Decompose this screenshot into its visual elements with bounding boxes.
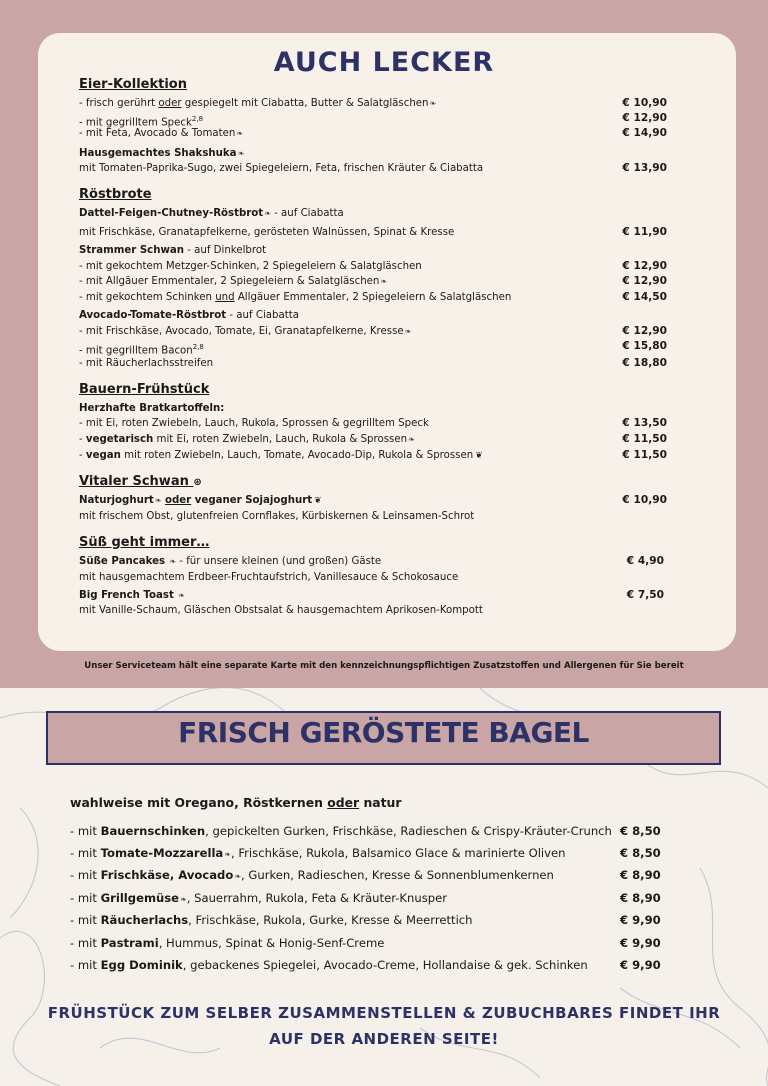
vegetarian-leaf-icon: ❧: [178, 591, 185, 600]
section-heading-eier: Eier-Kollektion: [79, 77, 187, 92]
menu-line: - mit Allgäuer Emmentaler, 2 Spiegeleiern & Salatgläschen❧: [79, 276, 388, 287]
bagel-item: - mit Räucherlachs, Frischkäse, Rukola, Gurke, Kresse & Meerrettich: [70, 913, 473, 927]
section-heading-vitaler-schwan: Vitaler Schwan ⊛: [79, 474, 202, 489]
gluten-free-icon: ⊛: [193, 477, 202, 488]
menu-line: - frisch gerührt oder gespiegelt mit Ciabatta, Butter & Salatgläschen❧: [79, 98, 437, 109]
price: € 4,90: [626, 555, 664, 567]
menu-line: - mit Frischkäse, Avocado, Tomate, Ei, Granatapfelkerne, Kresse❧: [79, 326, 412, 337]
dish-description: mit Frischkäse, Granatapfelkerne, gerösteten Walnüssen, Spinat & Kresse: [79, 227, 455, 238]
bagel-item: - mit Grillgemüse❧, Sauerrahm, Rukola, Feta & Kräuter-Knusper: [70, 891, 448, 905]
price: € 12,90: [622, 275, 667, 287]
dish-title: Naturjoghurt❧ oder veganer Sojajoghurt ❦: [79, 495, 322, 506]
price: € 15,80: [622, 340, 667, 352]
section-heading-roestbrote: Röstbrote: [79, 187, 152, 202]
section-title-bagel: FRISCH GERÖSTETE BAGEL: [178, 716, 589, 749]
price: € 10,90: [622, 494, 667, 506]
price: € 9,90: [620, 913, 661, 927]
price: € 7,50: [626, 589, 664, 601]
dish-description: mit Vanille-Schaum, Gläschen Obstsalat & hausgemachtem Aprikosen-Kompott: [79, 605, 483, 616]
footer-line-1: FRÜHSTÜCK ZUM SELBER ZUSAMMENSTELLEN & ZUBUCHBARES FINDET IHR: [47, 1004, 721, 1022]
bagel-item: - mit Tomate-Mozzarella❧, Frischkäse, Rukola, Balsamico Glace & marinierte Oliven: [70, 846, 566, 860]
bagel-item: - mit Bauernschinken, gepickelten Gurken, Frischkäse, Radieschen & Crispy-Kräuter-Crunch: [70, 824, 612, 838]
vegan-leaf-icon: ❦: [314, 496, 322, 506]
price: € 8,90: [620, 868, 661, 882]
footer-line-2: AUF DER ANDEREN SEITE!: [269, 1030, 499, 1048]
menu-line: - mit gekochtem Metzger-Schinken, 2 Spiegeleiern & Salatgläschen: [79, 261, 422, 272]
price: € 13,50: [622, 417, 667, 429]
menu-line: - mit gegrilltem Speck$^{2,8}$: [79, 115, 204, 129]
bagel-item: - mit Pastrami, Hummus, Spinat & Honig-Senf-Creme: [70, 936, 385, 950]
page-title-auch-lecker: AUCH LECKER: [273, 47, 495, 78]
price: € 14,50: [622, 291, 667, 303]
price: € 12,90: [622, 112, 667, 124]
dish-description: mit frischem Obst, glutenfreien Cornflakes, Kürbiskernen & Leinsamen-Schrot: [79, 511, 475, 522]
menu-line: - mit Ei, roten Zwiebeln, Lauch, Rukola, Sprossen & gegrilltem Speck: [79, 418, 429, 429]
price: € 12,90: [622, 260, 667, 272]
price: € 14,90: [622, 127, 667, 139]
dish-title: Süße Pancakes ❧ - für unsere kleinen (und großen) Gäste: [79, 556, 382, 567]
bagel-subheading: wahlweise mit Oregano, Röstkernen oder natur: [70, 795, 402, 810]
dish-title: Dattel-Feigen-Chutney-Röstbrot❧ - auf Ciabatta: [79, 208, 344, 219]
bagel-item: - mit Egg Dominik, gebackenes Spiegelei, Avocado-Creme, Hollandaise & gek. Schinken: [70, 958, 588, 972]
vegetarian-leaf-icon: ❧: [429, 99, 437, 108]
dish-title: Strammer Schwan - auf Dinkelbrot: [79, 245, 267, 256]
price: € 10,90: [622, 97, 667, 109]
menu-line: - mit Räucherlachsstreifen: [79, 358, 214, 369]
vegetarian-leaf-icon: ❧: [236, 129, 244, 138]
price: € 11,90: [622, 226, 667, 238]
footer-note: [0, 1000, 768, 1052]
section-heading-suess: Süß geht immer…: [79, 535, 210, 550]
price: € 8,50: [620, 846, 661, 860]
vegetarian-leaf-icon: ❧: [169, 557, 177, 566]
price: € 8,50: [620, 824, 661, 838]
vegetarian-leaf-icon: ❧: [224, 850, 231, 859]
dish-description: mit Tomaten-Paprika-Sugo, zwei Spiegeleiern, Feta, frischen Kräuter & Ciabatta: [79, 163, 484, 174]
vegetarian-leaf-icon: ❧: [180, 895, 187, 904]
vegetarian-leaf-icon: ❧: [404, 327, 412, 336]
dish-description: mit hausgemachtem Erdbeer-Fruchtaufstrich, Vanillesauce & Schokosauce: [79, 572, 459, 583]
menu-line: - mit gekochtem Schinken und Allgäuer Emmentaler, 2 Spiegeleiern & Salatgläschen: [79, 292, 512, 303]
vegetarian-leaf-icon: ❧: [237, 149, 245, 158]
menu-line: - mit Feta, Avocado & Tomaten❧: [79, 128, 244, 139]
vegetarian-leaf-icon: ❧: [408, 435, 415, 444]
dish-title: Hausgemachtes Shakshuka❧: [79, 148, 245, 159]
vegetarian-leaf-icon: ❧: [264, 209, 271, 218]
section-heading-bauern: Bauern-Frühstück: [79, 382, 210, 397]
dish-title: Avocado-Tomate-Röstbrot - auf Ciabatta: [79, 310, 299, 321]
price: € 11,50: [622, 449, 667, 461]
vegetarian-leaf-icon: ❧: [154, 496, 162, 505]
dish-title: Herzhafte Bratkartoffeln:: [79, 403, 225, 414]
vegan-leaf-icon: ❦: [475, 451, 483, 461]
price: € 9,90: [620, 936, 661, 950]
price: € 11,50: [622, 433, 667, 445]
menu-line: - vegan mit roten Zwiebeln, Lauch, Tomate, Avocado-Dip, Rukola & Sprossen ❦: [79, 450, 483, 461]
vegetarian-leaf-icon: ❧: [380, 277, 388, 286]
bagel-item: - mit Frischkäse, Avocado❧, Gurken, Radieschen, Kresse & Sonnenblumenkernen: [70, 868, 554, 882]
menu-line: - vegetarisch mit Ei, roten Zwiebeln, Lauch, Rukola & Sprossen❧: [79, 434, 415, 445]
price: € 9,90: [620, 958, 661, 972]
price: € 18,80: [622, 357, 667, 369]
price: € 8,90: [620, 891, 661, 905]
price: € 12,90: [622, 325, 667, 337]
menu-line: - mit gegrilltem Bacon$^{2,8}$: [79, 343, 204, 357]
price: € 13,90: [622, 162, 667, 174]
vegetarian-leaf-icon: ❧: [234, 872, 242, 881]
allergen-note: Unser Serviceteam hält eine separate Karte mit den kennzeichnungspflichtigen Zusatzstoffen und Allergenen für Sie bereit: [84, 661, 684, 671]
dish-title: Big French Toast ❧: [79, 590, 185, 601]
